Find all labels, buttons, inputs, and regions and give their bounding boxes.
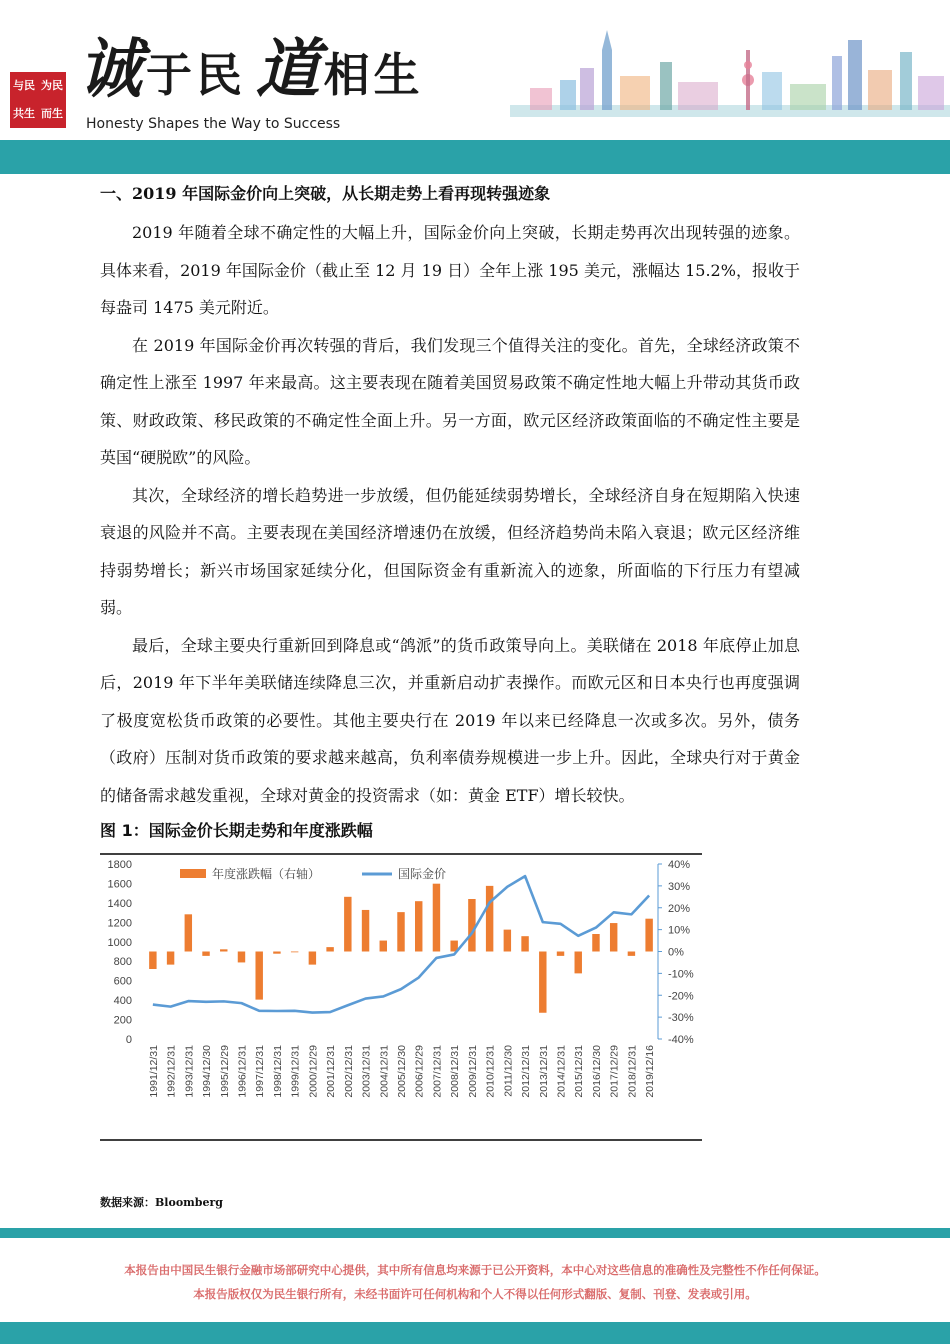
- x-axis-tick-label: 1996/12/31: [236, 1045, 249, 1098]
- logo-badge: [10, 72, 66, 128]
- bar-annual-change: [167, 952, 174, 965]
- badge-text: 与民: [13, 79, 35, 93]
- bar-annual-change: [362, 910, 369, 952]
- bar-annual-change: [486, 886, 493, 952]
- bar-annual-change: [415, 901, 422, 951]
- disclaimer-line: 本报告由中国民生银行金融市场部研究中心提供，其中所有信息均来源于已公开资料，本中心对这些信息的准确性及完整性不作任何保证。: [124, 1263, 826, 1277]
- bar-annual-change: [273, 952, 280, 954]
- badge-text: 共生: [13, 107, 35, 121]
- x-axis-tick-label: 1997/12/31: [254, 1045, 267, 1098]
- left-axis-tick-label: 200: [113, 1014, 132, 1027]
- slogan-part: 诚: [78, 32, 146, 107]
- x-axis-tick-label: 2013/12/31: [537, 1045, 550, 1098]
- right-axis-tick-label: -20%: [668, 990, 694, 1003]
- bar-annual-change: [468, 899, 475, 952]
- header-band: [0, 140, 950, 174]
- bar-annual-change: [238, 952, 245, 963]
- x-axis-tick-label: 2009/12/31: [466, 1045, 479, 1098]
- bar-annual-change: [592, 934, 599, 952]
- x-axis-tick-label: 1992/12/31: [165, 1045, 178, 1098]
- bar-annual-change: [397, 912, 404, 951]
- bar-annual-change: [504, 930, 511, 952]
- slogan-english: Honesty Shapes the Way to Success: [86, 116, 341, 132]
- section-title: 一、2019 年国际金价向上突破，从长期走势上看再现转强迹象: [100, 184, 551, 203]
- badge-text: 为民: [41, 79, 63, 93]
- footer-area: [0, 1238, 950, 1320]
- bar-annual-change: [202, 952, 209, 956]
- bar-annual-change: [185, 914, 192, 951]
- x-axis-tick-label: 1994/12/30: [201, 1045, 214, 1098]
- city-skyline-illustration: [510, 10, 950, 135]
- footer-band-top: [0, 1228, 950, 1238]
- badge-text: 而生: [41, 107, 63, 121]
- bar-annual-change: [291, 952, 298, 953]
- bar-annual-change: [255, 952, 262, 1000]
- left-axis-tick-label: 1800: [107, 859, 132, 871]
- right-axis-tick-label: -10%: [668, 968, 694, 981]
- paragraph: 最后，全球主要央行重新回到降息或“鸽派”的货币政策导向上。美联储在 2018 年底停止加息后，2019 年下半年美联储连续降息三次，并重新启动扩表操作。而欧元区和日本央行也再度强调了极度宽松货币政策的必要性。其他主要央行在 2019 年以来已经降息一次或多次。另外，债务（政府）压制对货币政策的要求越来越高，负利率债券规模进一步上升。因此，全球央行对于黄金的储备需求越发重视，全球对黄金的投资需求（如：黄金 ETF）增长较快。: [100, 635, 800, 805]
- x-axis-tick-label: 2004/12/31: [378, 1045, 391, 1098]
- x-axis-tick-label: 2002/12/31: [342, 1045, 355, 1098]
- disclaimer-line: 本报告版权仅为民生银行所有，未经书面许可任何机构和个人不得以任何形式翻版、复制、刊登、发表或引用。: [193, 1287, 757, 1301]
- chart-svg: [100, 852, 702, 1142]
- slogan-calligraphy: [78, 18, 424, 110]
- bar-annual-change: [309, 952, 316, 965]
- left-axis-tick-label: 400: [113, 995, 132, 1008]
- left-axis-tick-label: 1200: [107, 917, 132, 930]
- bar-annual-change: [628, 952, 635, 956]
- figure-title: 图 1：国际金价长期走势和年度涨跌幅: [100, 821, 373, 840]
- x-axis-tick-label: 1995/12/29: [218, 1045, 231, 1098]
- x-axis-tick-label: 2010/12/31: [484, 1045, 497, 1098]
- paragraph: 在 2019 年国际金价再次转强的背后，我们发现三个值得关注的变化。首先，全球经济政策不确定性上涨至 1997 年来最高。这主要表现在随着美国贸易政策不确定性地大幅上升带动其货币政策、财政政策、移民政策的不确定性全面上升。另一方面，欧元区经济政策面临的不确定性主要是英国“硬脱欧”的风险。: [100, 335, 800, 467]
- left-axis-tick-label: 800: [113, 956, 132, 969]
- x-axis-tick-label: 2019/12/16: [644, 1045, 657, 1098]
- x-axis-tick-label: 2014/12/31: [555, 1045, 568, 1098]
- bar-annual-change: [645, 919, 652, 952]
- right-axis-tick-label: -40%: [668, 1034, 694, 1046]
- bar-annual-change: [380, 941, 387, 952]
- right-axis-tick-label: 40%: [668, 859, 691, 871]
- right-axis-tick-label: 0%: [668, 946, 684, 959]
- x-axis-tick-label: 2005/12/30: [396, 1045, 408, 1098]
- footer-band-bottom: [0, 1322, 950, 1344]
- bar-annual-change: [539, 952, 546, 1013]
- x-axis-tick-label: 2003/12/31: [360, 1045, 373, 1098]
- bar-annual-change: [149, 952, 156, 970]
- x-axis-tick-label: 2001/12/31: [325, 1045, 338, 1098]
- left-axis-tick-label: 1400: [107, 897, 132, 910]
- data-source: 数据来源：Bloomberg: [100, 1196, 223, 1209]
- paragraph: 其次，全球经济的增长趋势进一步放缓，但仍能延续弱势增长，全球经济自身在短期陷入快速衰退的风险并不高。主要表现在美国经济增速仍在放缓，但经济趋势尚未陷入衰退；欧元区经济维持弱势增长；新兴市场国家延续分化，但国际资金有重新流入的迹象，所面临的下行压力有望减弱。: [100, 485, 800, 617]
- legend-label: 年度涨跌幅（右轴）: [212, 867, 321, 881]
- left-axis-tick-label: 0: [125, 1034, 132, 1046]
- x-axis-tick-label: 1999/12/31: [289, 1045, 302, 1098]
- x-axis-tick-label: 2012/12/31: [520, 1045, 533, 1098]
- gold-price-chart: [100, 852, 702, 1142]
- right-axis-tick-label: -30%: [668, 1012, 694, 1025]
- x-axis-tick-label: 2018/12/31: [626, 1045, 639, 1098]
- bar-annual-change: [610, 923, 617, 951]
- x-axis-tick-label: 2015/12/31: [573, 1045, 586, 1098]
- x-axis-tick-label: 2006/12/29: [413, 1045, 426, 1098]
- x-axis-tick-label: 2016/12/30: [590, 1045, 603, 1098]
- bar-annual-change: [521, 936, 528, 951]
- x-axis-tick-label: 1998/12/31: [271, 1045, 284, 1098]
- slogan-part: 相生: [323, 48, 424, 102]
- x-axis-tick-label: 2000/12/29: [307, 1045, 320, 1098]
- x-axis-tick-label: 2011/12/30: [502, 1045, 515, 1097]
- right-axis-tick-label: 10%: [668, 924, 691, 937]
- right-axis-tick-label: 20%: [668, 902, 691, 915]
- left-axis-tick-label: 600: [113, 975, 132, 988]
- left-axis-tick-label: 1000: [107, 936, 132, 949]
- x-axis-tick-label: 1993/12/31: [183, 1045, 196, 1098]
- bar-annual-change: [220, 949, 227, 951]
- x-axis-tick-label: 2017/12/29: [608, 1045, 621, 1098]
- x-axis-tick-label: 2007/12/31: [431, 1045, 444, 1098]
- legend-swatch-bar: [180, 869, 206, 878]
- slogan-part: 道: [255, 32, 324, 107]
- legend-label: 国际金价: [398, 867, 447, 881]
- bar-annual-change: [433, 884, 440, 952]
- bar-annual-change: [344, 897, 351, 952]
- bar-annual-change: [557, 952, 564, 956]
- report-content: [100, 178, 800, 1142]
- page-header: [0, 0, 950, 140]
- paragraph: 2019 年随着全球不确定性的大幅上升，国际金价向上突破，长期走势再次出现转强的迹象。具体来看，2019 年国际金价（截止至 12 月 19 日）全年上涨 195 美元，涨幅达 15.2%，报收于每盎司 1475 美元附近。: [100, 223, 800, 317]
- x-axis-tick-label: 2008/12/31: [449, 1045, 462, 1098]
- right-axis-tick-label: 30%: [668, 880, 691, 893]
- bar-annual-change: [326, 947, 333, 951]
- x-axis-tick-label: 1991/12/31: [147, 1045, 160, 1098]
- bar-annual-change: [575, 952, 582, 974]
- left-axis-tick-label: 1600: [107, 878, 132, 891]
- slogan-part: 于民: [146, 48, 246, 102]
